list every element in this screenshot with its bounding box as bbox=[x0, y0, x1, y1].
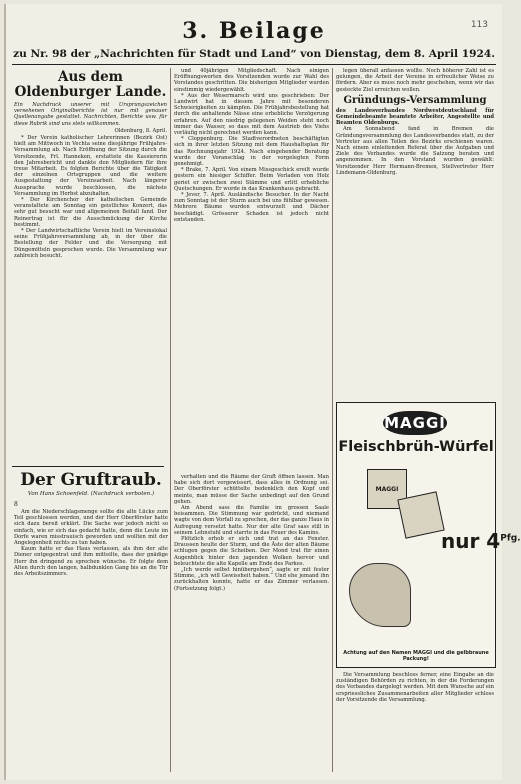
hand-icon bbox=[349, 563, 411, 627]
article-paragraph: legen überall anfassen wollte. Noch höherer Zahl ist es gelungen, die Arbeit der Vereine in erfreulicher Weise zu fördern. Aber es muss noch mehr geschehen, wenn wir das gesteckte Ziel erreichen wollen. bbox=[336, 68, 494, 93]
oldenburg-column bbox=[14, 68, 167, 462]
column-divider bbox=[170, 68, 171, 772]
bouillon-cube-icon: MAGGI bbox=[367, 469, 407, 509]
section-heading: Aus dem Oldenburger Lande. bbox=[14, 69, 167, 100]
article-paragraph: * Brake, 7. April. Von einem Missgeschick ereilt wurde gestern ein hiesiger Schiffer. Beim Verladen von Holz geriet er zwischen zwei Stämme und erlitt erhebliche Quetschungen. Er wurde in das Krankenhaus gebracht. bbox=[174, 167, 329, 192]
supplement-title: 3. Beilage bbox=[182, 18, 326, 44]
header-rule bbox=[12, 64, 496, 65]
supplement-subtitle: zu Nr. 98 der „Nachrichten für Stadt und Land“ von Dienstag, dem 8. April 1924. bbox=[13, 48, 495, 60]
article-paragraph: * Aus der Wesermarsch wird uns geschrieben: Der Landwirt hat in diesem Jahre mit besonderen Schwierigkeiten zu kämpfen. Die Frühjahrsbestellung hat durch die anhaltende Nässe eine erhebliche Verzögerung erfahren. Auf den niedrig gelegenen Weiden steht noch immer das Wasser, so dass mit dem Austrieb des Viehs vorläufig nicht gerechnet werden kann. bbox=[174, 92, 329, 137]
right-column bbox=[336, 68, 494, 398]
ad-note: Achtung auf den Namen MAGGI und die gelbbraune Packung! bbox=[343, 650, 489, 662]
article-paragraph: * Cloppenburg. Die Stadtverordneten beschäftigten sich in ihrer letzten Sitzung mit dem Haushaltsplan für das Rechnungsjahr 1924. Nach eingehender Beratung wurde der Voranschlag in der vorgelegten Form genehmigt. bbox=[174, 136, 329, 168]
bouillon-cube-icon bbox=[397, 491, 444, 538]
article-paragraph: * Jever, 7. April. Ausländische Besucher. In der Nacht zum Sonntag ist der Sturm auch bei uns fühlbar gewesen. Mehrere Bäume wurden entwurzelt und Dächer beschädigt. Grösserer Schaden ist jedoch nicht entstanden. bbox=[174, 192, 329, 223]
ad-price: nur $4^{Pfg.}$ bbox=[441, 529, 521, 553]
middle-column bbox=[174, 68, 329, 468]
article-paragraph: * Der Verein katholischer Lehrerinnen (Bezirk Ost) hielt am Mittwoch in Vechta seine diesjährige Frühjahrs-Versammlung ab. Nach Eröffnung der Sitzung durch die Vorsitzende, Frl. Hanneken, erstattete die Kassiererin den Jahresbericht und dankte den Mitgliedern für ihre treue Mitarbeit. Es folgten Berichte über die Tätigkeit der einzelnen Ortsgruppen und die weitere Ausgestaltung der Vereinsarbeit. Nach längerer Aussprache wurde beschlossen, die nächste Versammlung im Herbst abzuhalten. bbox=[14, 135, 167, 197]
serial-number: 8 bbox=[14, 501, 18, 508]
serial-column bbox=[14, 500, 168, 772]
article-paragraph: Am Sonnabend fand in Bremen die Gründungsversammlung des Landesverbandes statt, zu der Vertreter aus allen Teilen des Bezirks erschienen waren. Nach einem einleitenden Referat über die Aufgaben und Ziele des Verbandes wurde die Satzung beraten und angenommen. In den Vorstand wurden gewählt: Vorsitzender Herr Hermann-Bremen, Stellvertreter Herr Lindemann-Oldenburg. bbox=[336, 126, 494, 176]
maggi-logo: MAGGI bbox=[383, 411, 447, 435]
section-rule bbox=[12, 466, 164, 467]
article-paragraph: und 40jährigen Mitgliedschaft. Nach einigen Eröffnungsworten des Vorsitzenden wurde zur Wahl des Vorstandes geschritten. Die bisherigen Mitglieder wurden einstimmig wiedergewählt. bbox=[174, 68, 329, 93]
maggi-advertisement bbox=[336, 402, 521, 668]
section-intro: Ein Nachdruck unserer mit Ursprungszeichen versehenen Originalberichte ist nur mit genauer Quellenangabe gestattet. Nachrichten, Berichte usw. für diese Rubrik sind uns stets willkommen. bbox=[14, 102, 167, 127]
serial-continuation bbox=[174, 474, 329, 772]
serial-author: Von Hans Schoenfeld. (Nachdruck verboten.) bbox=[27, 491, 155, 497]
gruendung-subheading: des Landesverbandes Nordwestdeutschland für Gemeindebeamte beamtete Arbeiter, Angestellte und Beamten Oldenburgs. bbox=[336, 107, 494, 127]
newspaper-page bbox=[4, 4, 521, 780]
ad-title: Fleischbrüh-Würfel bbox=[338, 439, 494, 455]
article-paragraph: Die Versammlung beschloss ferner, eine Eingabe an die zuständigen Behörden zu richten, in der die Forderungen des Verbandes dargelegt werden. Mit dem Wunsche auf ein erspriessliches Zusammenarbeiten aller Mitglieder schloss der Vorsitzende die Versammlung. bbox=[336, 672, 494, 703]
article-paragraph: * Der Kirchenchor der katholischen Gemeinde veranstaltete am Sonntag ein geistliches Konzert, das sehr gut besucht war und allgemeinen Beifall fand. Der Reinertrag ist für die Ausschmückung der Kirche bestimmt. bbox=[14, 197, 167, 228]
story-paragraph: Plötzlich erhob er sich und trat an das Fenster. Draussen heulte der Sturm, und die Äste der alten Bäume schlugen gegen die Scheiben. Der Mond trat für einen Augenblick hinter den jagenden Wolken hervor und beleuchtete die alte Kapelle am Ende des Parkes. bbox=[174, 536, 329, 567]
story-paragraph: Kaum hatte er das Haus verlassen, als ihm der alte Diener entgegentrat und ihm mitteilte, dass der gnädige Herr ihn dringend zu sprechen wünsche. Er folgte dem Alten durch den langen, halbdunklen Gang bis an die Tür des Arbeitszimmers. bbox=[14, 546, 168, 578]
serial-title: Der Gruftraub. bbox=[20, 470, 162, 490]
article-paragraph: * Der Landwirtschaftliche Verein hielt im Vereinslokal seine Frühjahrsversammlung ab, in der über die Bestellung der Felder und die Versorgung mit Düngemitteln gesprochen wurde. Die Versammlung war zahlreich besucht. bbox=[14, 228, 167, 259]
story-paragraph: „Ich werde selbst hinübergehen“, sagte er mit fester Stimme, „ich will Gewissheit haben.“ Und ehe jemand ihn zurückhalten konnte, hatte er das Zimmer verlassen. (Fortsetzung folgt.) bbox=[174, 567, 329, 592]
story-paragraph: Am die Niederschlagsmenge sollte die alte Lücke zum Teil geschlossen werden, und der Herr Oberförster hatte sich dazu bereit erklärt. Die Sache war jedoch nicht so einfach, wie er sich das gedacht hatte, denn die Leute im Dorfe waren misstrauisch geworden und wollten mit der Angelegenheit nichts zu tun haben. bbox=[14, 509, 168, 547]
gruendung-heading: Gründungs-Versammlung bbox=[343, 94, 487, 106]
page-number: 113 bbox=[470, 20, 488, 30]
column-divider bbox=[332, 68, 333, 772]
story-paragraph: Am Abend sass die Familie im grossen Saale beisammen. Die Stimmung war gedrückt, und niemand wagte von dem Vorfall zu sprechen, der das ganze Haus in Aufregung versetzt hatte. Nur der alte Graf sass still in seinem Lehnstuhl und starrte in das Feuer des Kamins. bbox=[174, 505, 329, 536]
right-bottom-column bbox=[336, 672, 494, 772]
story-paragraph: verhalten und die Räume der Gruft öffnen lassen. Man habe sich dort vergewissert, dass alles in Ordnung sei. Der Oberförster schüttelte bedenklich den Kopf und meinte, man müsse der Sache unbedingt auf den Grund gehen. bbox=[174, 474, 329, 505]
dateline: Oldenburg, 8. April. bbox=[114, 127, 167, 134]
